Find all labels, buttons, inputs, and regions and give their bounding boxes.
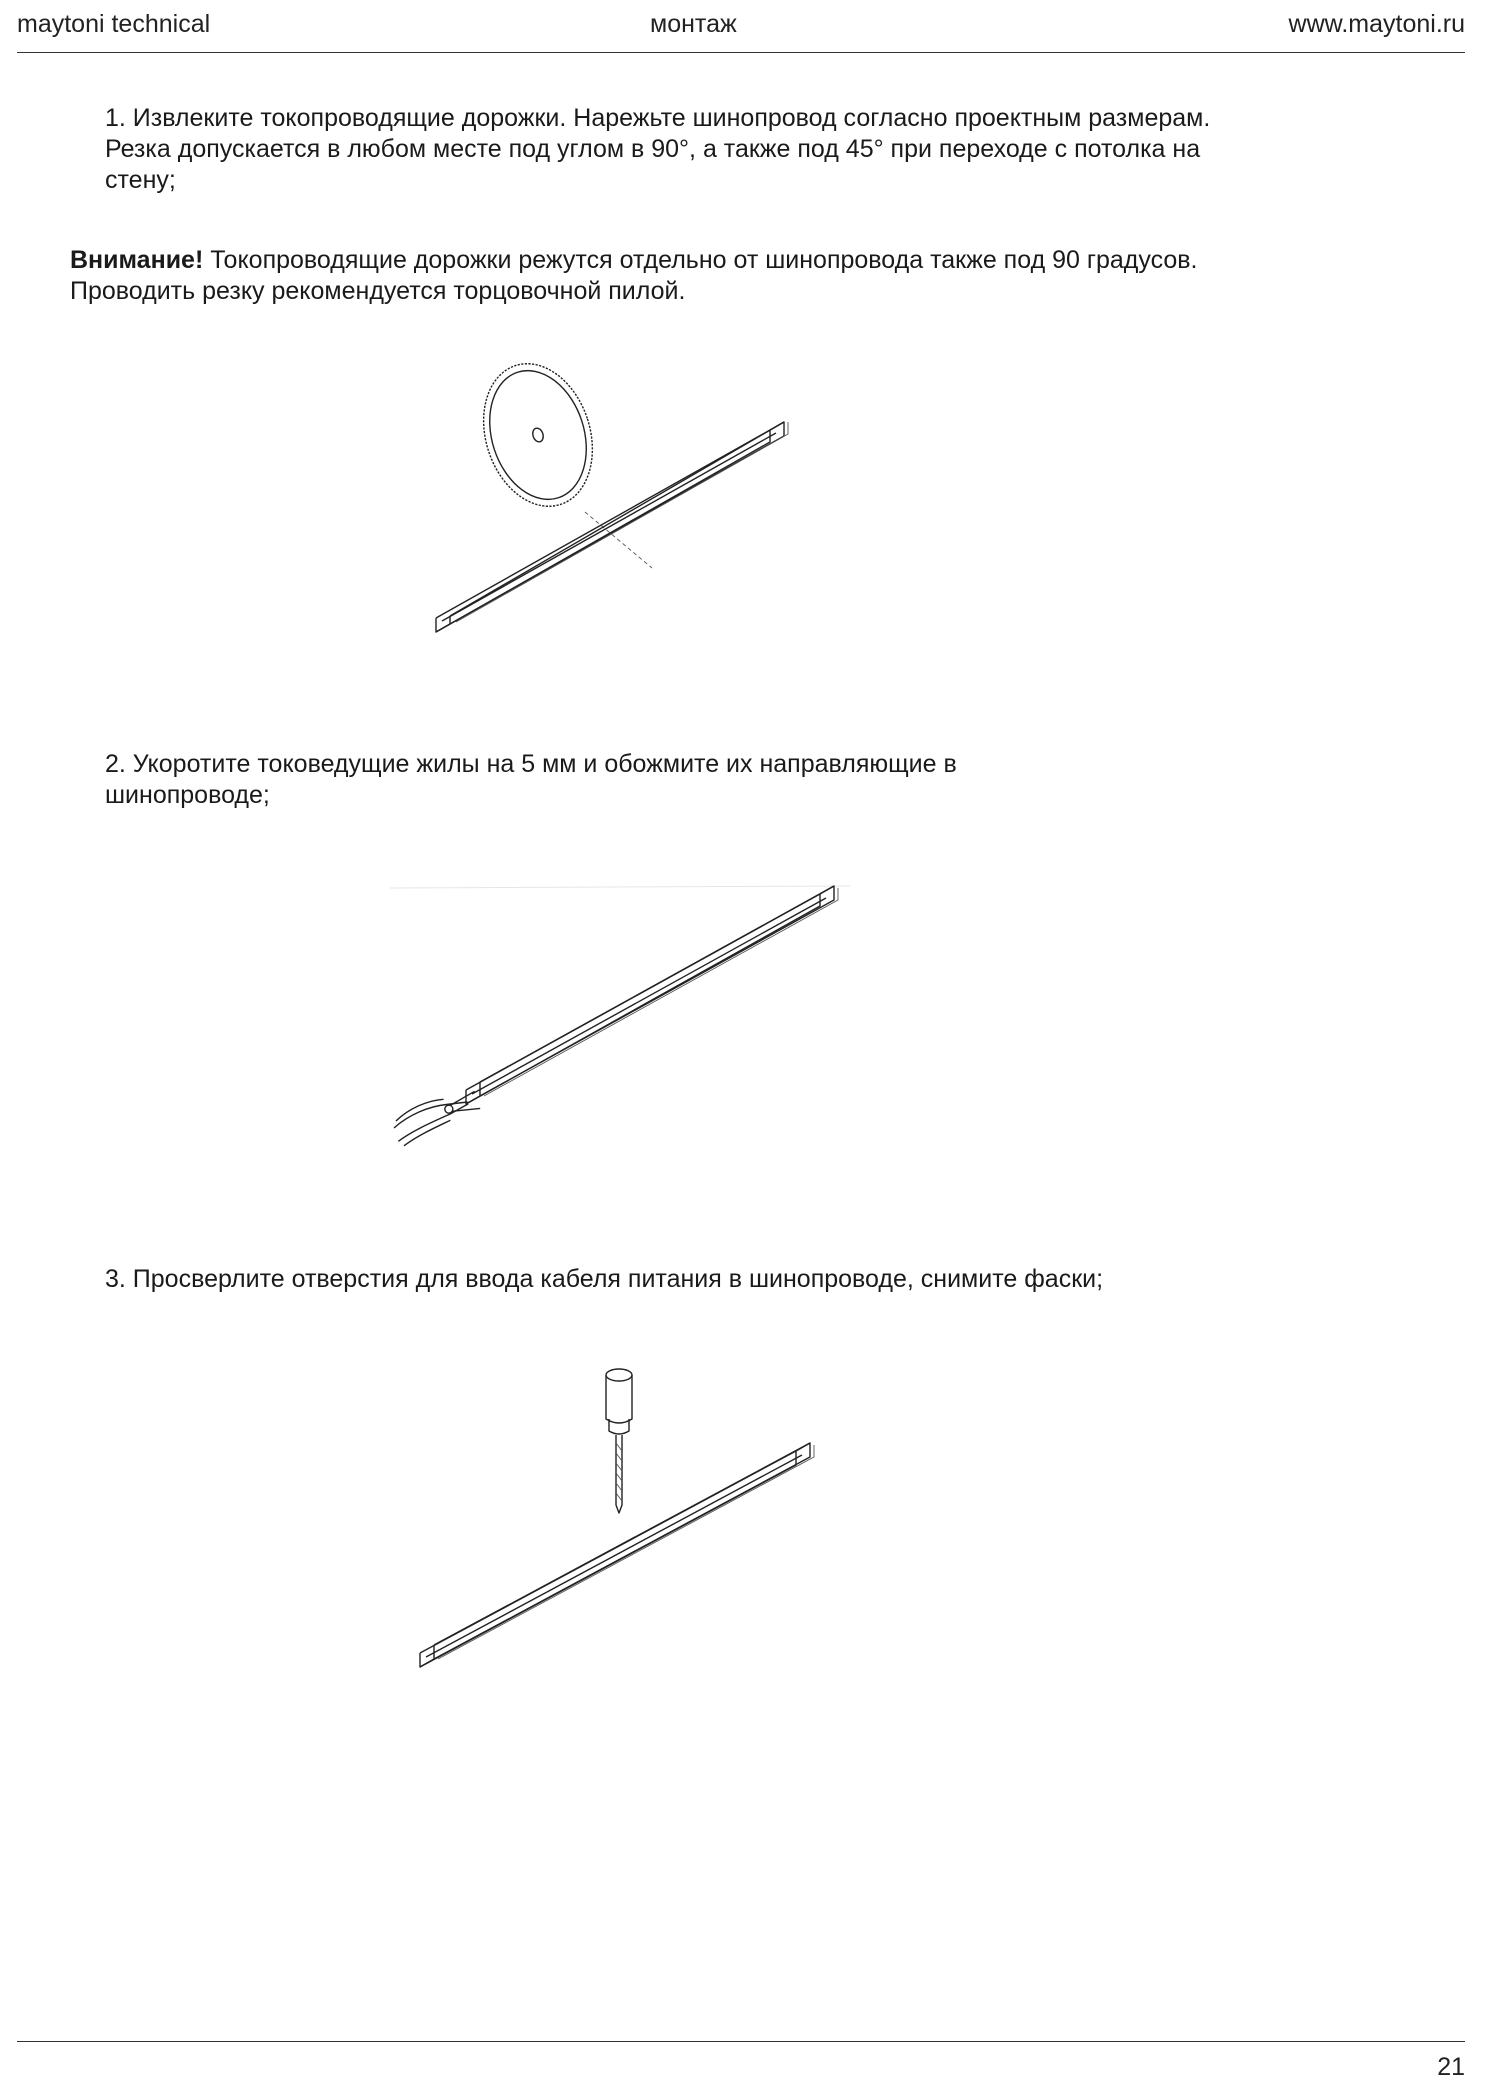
warning-text: Токопроводящие дорожки режутся отдельно от шинопровода также под 90 градусов. Проводить резку рекомендуется торцовочной пилой. [70,246,1198,305]
header-section-title: монтаж [650,10,737,38]
step-2-text: 2. Укоротите токоведущие жилы на 5 мм и обожмите их направляющие в шинопроводе; [105,750,957,809]
figure-saw-cut [420,350,840,660]
warning-paragraph [70,245,1210,307]
page-number: 21 [1437,2053,1465,2081]
drill-and-track-icon [410,1355,830,1690]
warning-label: Внимание! [70,246,204,274]
step-3-text: 3. Просверлите отверстия для ввода кабеля питания в шинопроводе, снимите фаски; [105,1265,1104,1293]
saw-blade-cutting-track-icon [420,350,840,660]
header-website-link[interactable]: www.maytoni.ru [1288,10,1465,38]
header-brand: maytoni technical [17,10,211,38]
step-1-text: 1. Извлеките токопроводящие дорожки. Нарежьте шинопровод согласно проектным размерам. Резка допускается в любом месте под углом в 90°, а также под 45° при переходе с потолка на стену; [105,104,1211,194]
figure-drill [410,1355,830,1690]
pliers-and-track-icon [380,870,860,1170]
figure-pliers [380,870,860,1170]
header-divider [17,52,1465,53]
footer-divider [17,2041,1465,2042]
